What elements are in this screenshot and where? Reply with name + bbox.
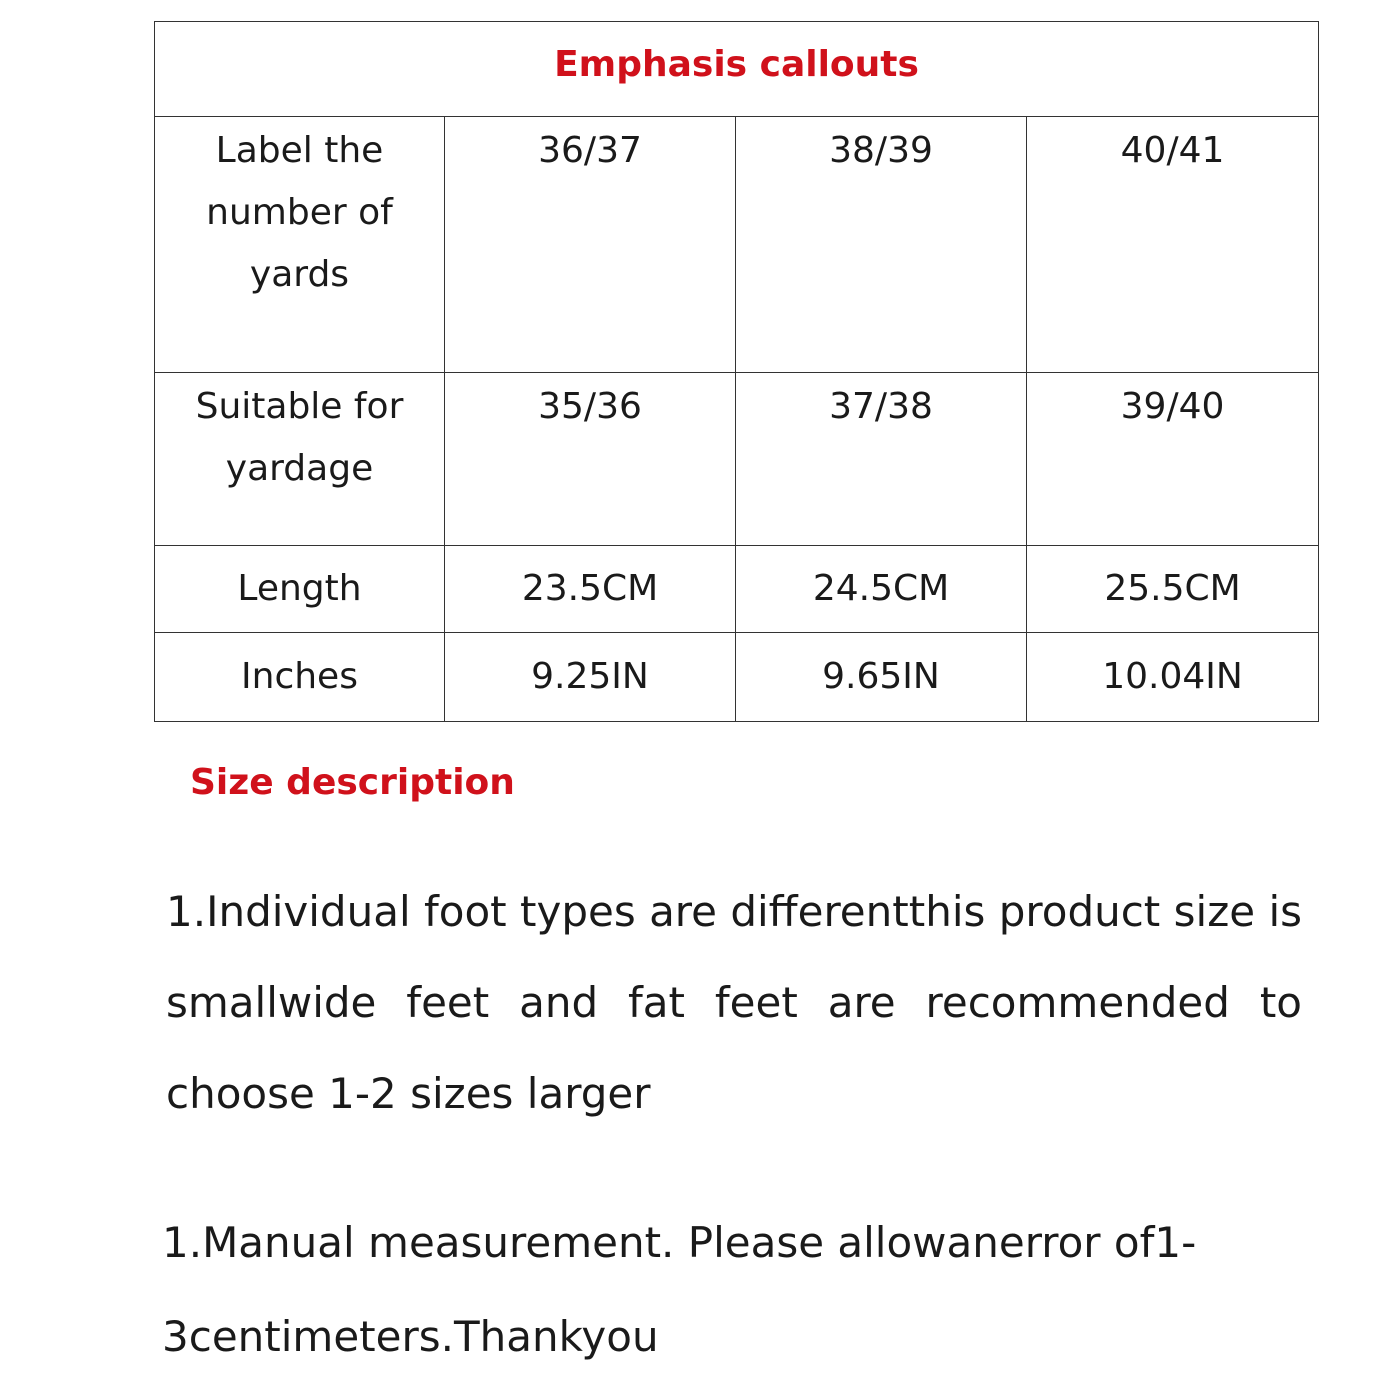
row-label: Length (155, 546, 445, 633)
table-cell: 37/38 (736, 373, 1027, 546)
table-row (155, 117, 1319, 373)
table-cell: 25.5CM (1027, 546, 1319, 633)
table-cell: 38/39 (736, 117, 1027, 373)
size-description-heading: Size description (190, 762, 515, 803)
table-title: Emphasis callouts (155, 22, 1319, 117)
table-row (155, 546, 1319, 633)
table-cell: 35/36 (445, 373, 736, 546)
table-cell: 36/37 (445, 117, 736, 373)
size-note-1: 1.Individual foot types are differentthis product size is smallwide feet and fat feet are recommended to choose 1-2 sizes larger (166, 887, 1302, 1118)
table-cell: 40/41 (1027, 117, 1319, 373)
size-note-2: 1.Manual measurement. Please allowanerror of1-3centimeters.Thankyou (162, 1218, 1197, 1361)
table-cell: 9.25IN (445, 633, 736, 722)
size-chart-table (154, 21, 1319, 722)
row-label: Inches (155, 633, 445, 722)
row-label: Suitable for yardage (155, 373, 445, 546)
table-cell: 24.5CM (736, 546, 1027, 633)
table-cell: 10.04IN (1027, 633, 1319, 722)
table-row (155, 373, 1319, 546)
table-title-row (155, 22, 1319, 117)
table-cell: 9.65IN (736, 633, 1027, 722)
row-label: Label the number of yards (155, 117, 445, 373)
table-cell: 23.5CM (445, 546, 736, 633)
table-row (155, 633, 1319, 722)
table-cell: 39/40 (1027, 373, 1319, 546)
